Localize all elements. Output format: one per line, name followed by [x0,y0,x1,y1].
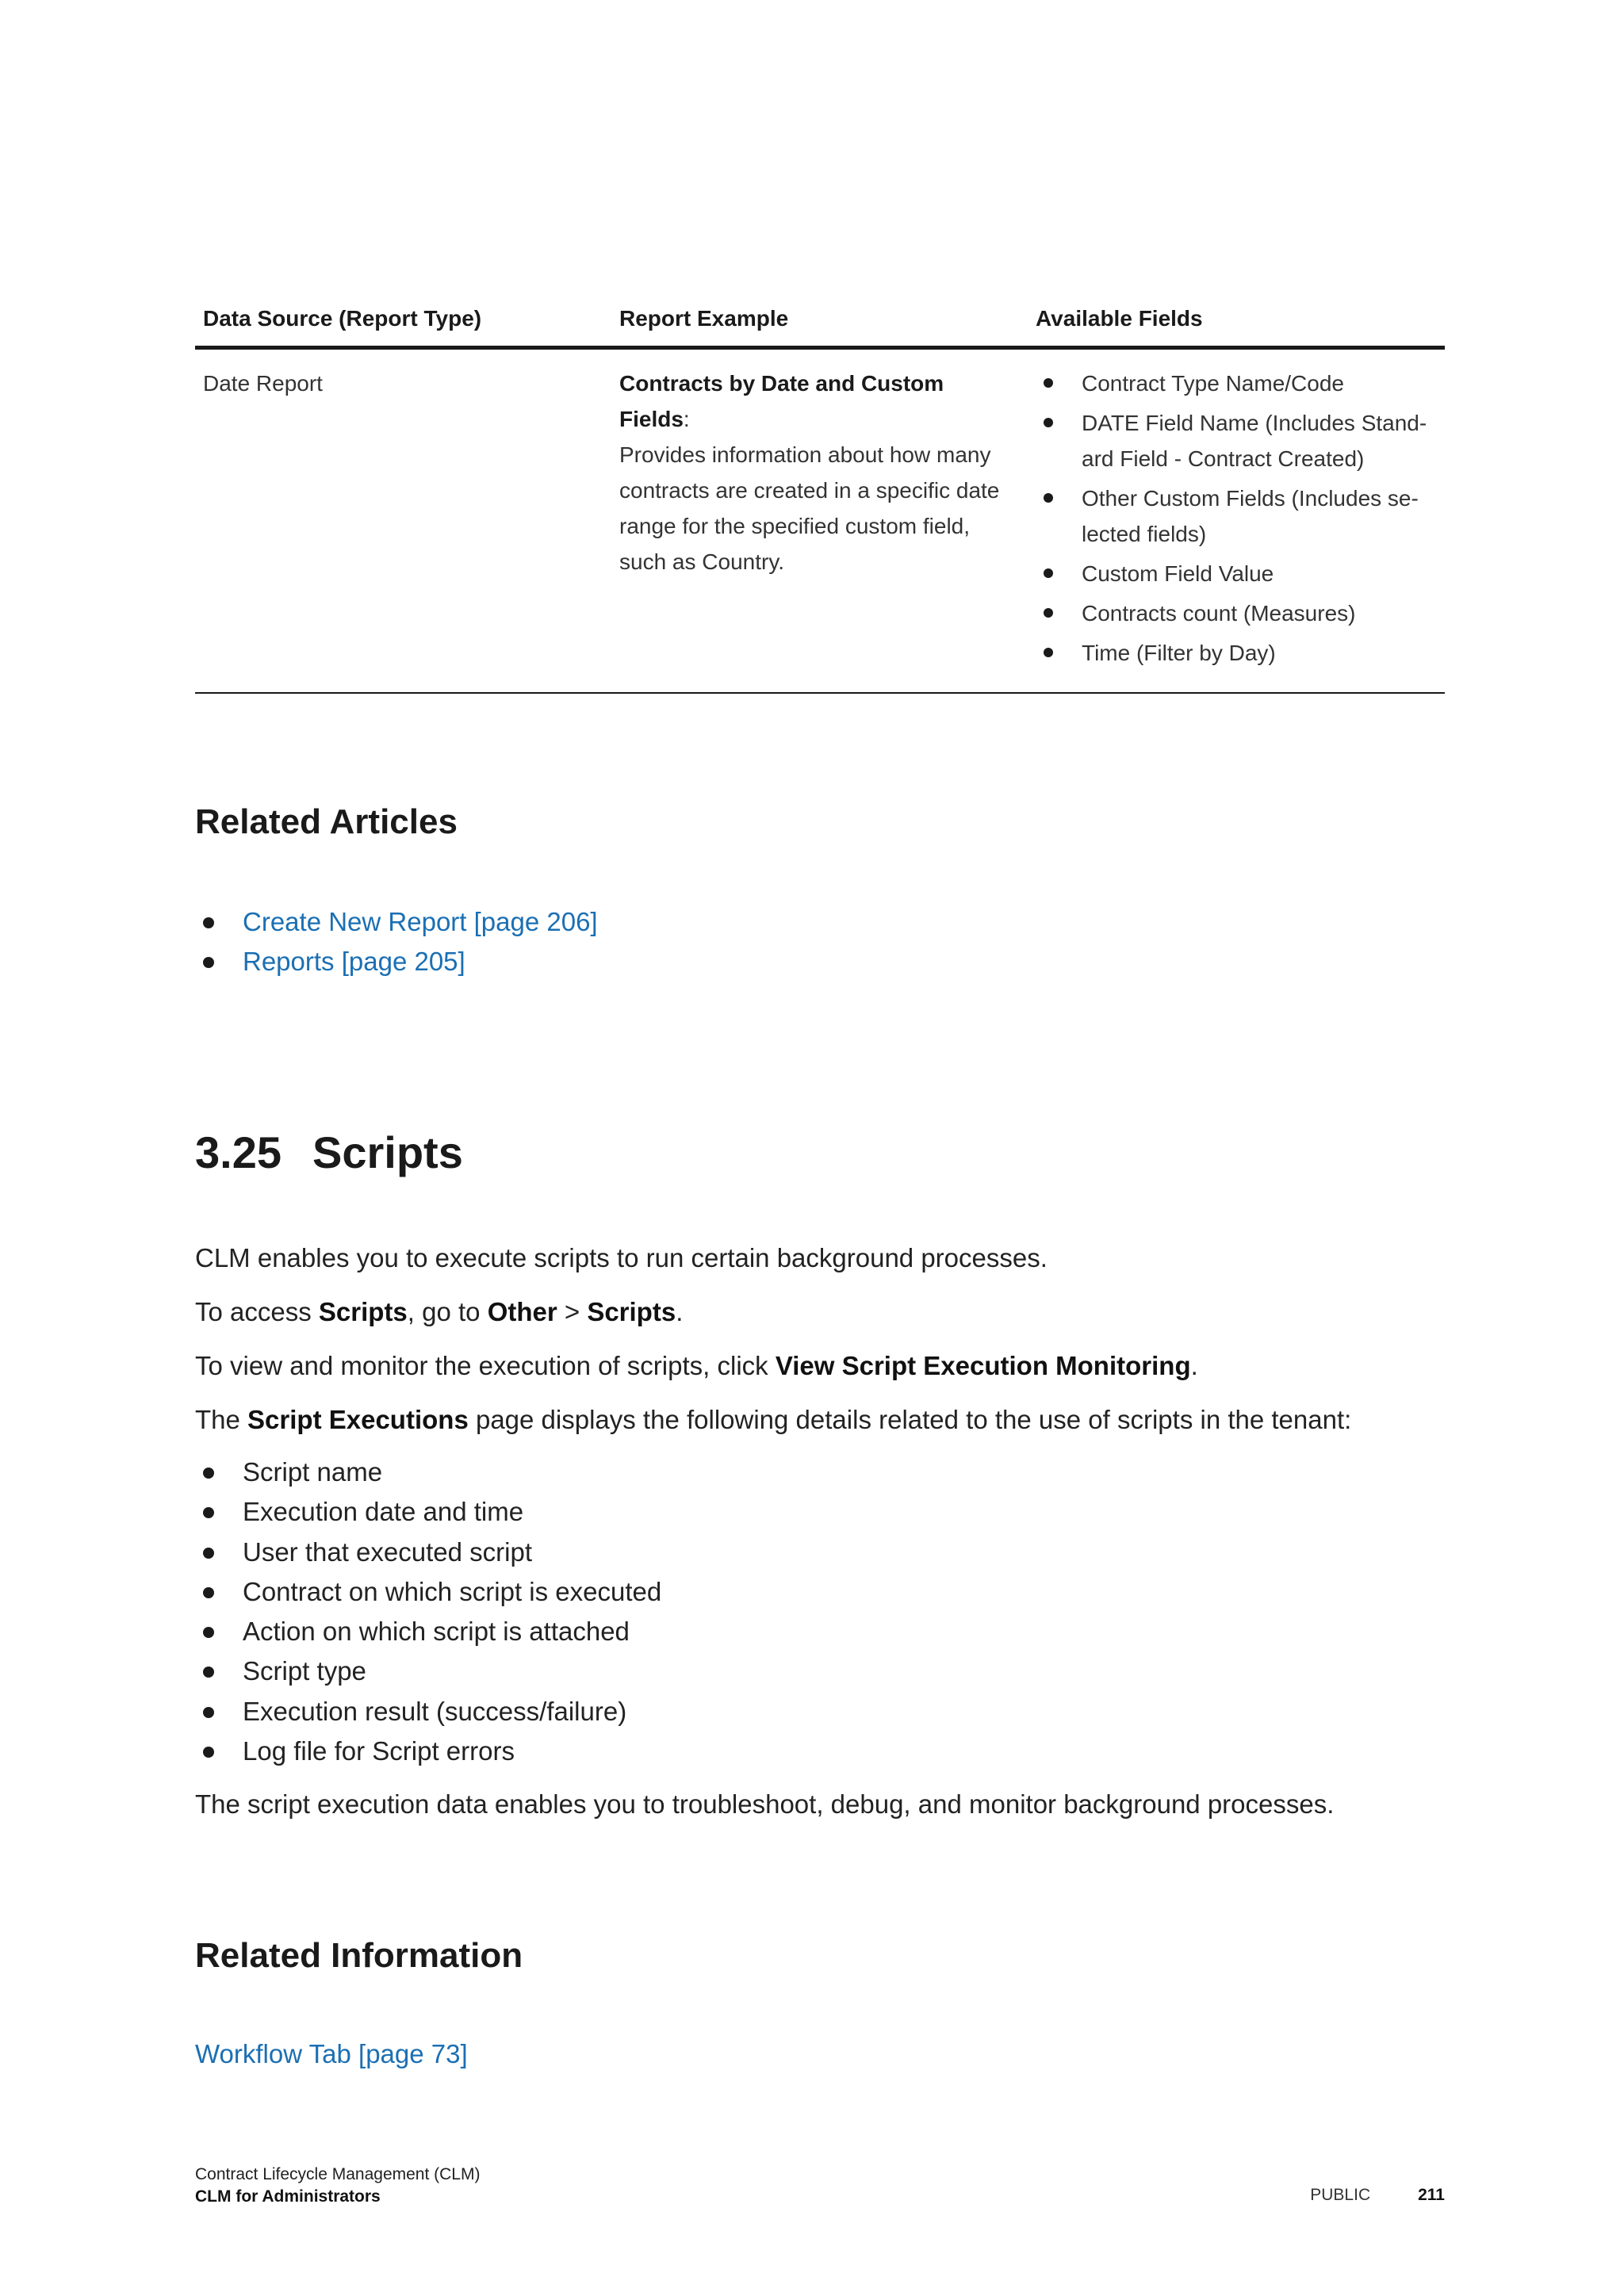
section-name: Scripts [312,1127,463,1177]
table-header-row [195,297,1445,348]
list-item: Other Custom Fields (Includes se-lected fields) [1036,480,1437,552]
footer-guide: CLM for Administrators [195,2187,381,2206]
related-articles-list [195,902,598,982]
list-item: Contracts count (Measures) [1036,595,1437,631]
list-item: DATE Field Name (Includes Stand-ard Field - Contract Created) [1036,405,1437,476]
header-report-example: Report Example [611,297,1028,348]
section-title [195,1127,463,1178]
text-run: page displays the following details related to the use of scripts in the tenant: [468,1405,1352,1434]
link-reports[interactable]: Reports [page 205] [243,947,465,976]
cell-data-source: Date Report [195,348,611,694]
report-example-title: Contracts by Date and Custom Fields [619,371,944,431]
list-item: Action on which script is attached [195,1612,661,1651]
list-item: Execution result (success/failure) [195,1692,661,1732]
header-data-source: Data Source (Report Type) [195,297,611,348]
ui-term-scripts: Scripts [318,1297,408,1326]
table-row [195,348,1445,694]
view-paragraph [195,1349,1198,1383]
text-run: . [1190,1351,1198,1380]
footer-product: Contract Lifecycle Management (CLM) [195,2165,481,2183]
ui-term-other: Other [487,1297,557,1326]
related-information-link-line [195,2037,468,2072]
text-run: The [195,1405,248,1434]
report-example-description: Provides information about how many contracts are created in a specific date range for the specified custom field, such as Country. [619,442,1000,574]
cell-report-example [611,348,1028,694]
list-item [195,902,598,942]
related-information-heading: Related Information [195,1936,523,1975]
cell-available-fields [1028,348,1445,694]
list-item: Time (Filter by Day) [1036,635,1437,671]
list-item: Execution date and time [195,1492,661,1532]
closing-paragraph: The script execution data enables you to troubleshoot, debug, and monitor background processes. [195,1789,1335,1819]
link-workflow-tab[interactable]: Workflow Tab [page 73] [195,2039,468,2068]
list-item: User that executed script [195,1533,661,1572]
ui-term-script-executions: Script Executions [247,1405,469,1434]
footer-classification: PUBLIC [1310,2186,1371,2204]
text-run: > [557,1297,588,1326]
text-run: To access [195,1297,319,1326]
list-item: Log file for Script errors [195,1732,661,1771]
section-number: 3.25 [195,1127,282,1177]
link-create-new-report[interactable]: Create New Report [page 206] [243,907,598,936]
script-details-list [195,1452,661,1771]
header-available-fields: Available Fields [1028,297,1445,348]
list-item [195,942,598,982]
available-fields-list [1036,365,1437,671]
list-item: Script name [195,1452,661,1492]
text-run: , go to [407,1297,488,1326]
report-types-table [195,297,1445,694]
list-item: Contract on which script is executed [195,1572,661,1612]
report-example-separator: : [683,407,690,431]
ui-term-view-script-execution-monitoring: View Script Execution Monitoring [775,1351,1191,1380]
related-articles-heading: Related Articles [195,802,458,841]
executions-paragraph [195,1402,1351,1437]
access-paragraph [195,1295,683,1330]
text-run: To view and monitor the execution of scripts, click [195,1351,776,1380]
text-run: . [676,1297,684,1326]
footer-meta [1310,2186,1445,2205]
footer-document-info [195,2164,480,2208]
list-item: Custom Field Value [1036,556,1437,591]
intro-paragraph: CLM enables you to execute scripts to run certain background processes. [195,1243,1048,1272]
page-number: 211 [1418,2186,1445,2204]
ui-term-scripts: Scripts [587,1297,676,1326]
list-item: Contract Type Name/Code [1036,365,1437,401]
list-item: Script type [195,1651,661,1691]
